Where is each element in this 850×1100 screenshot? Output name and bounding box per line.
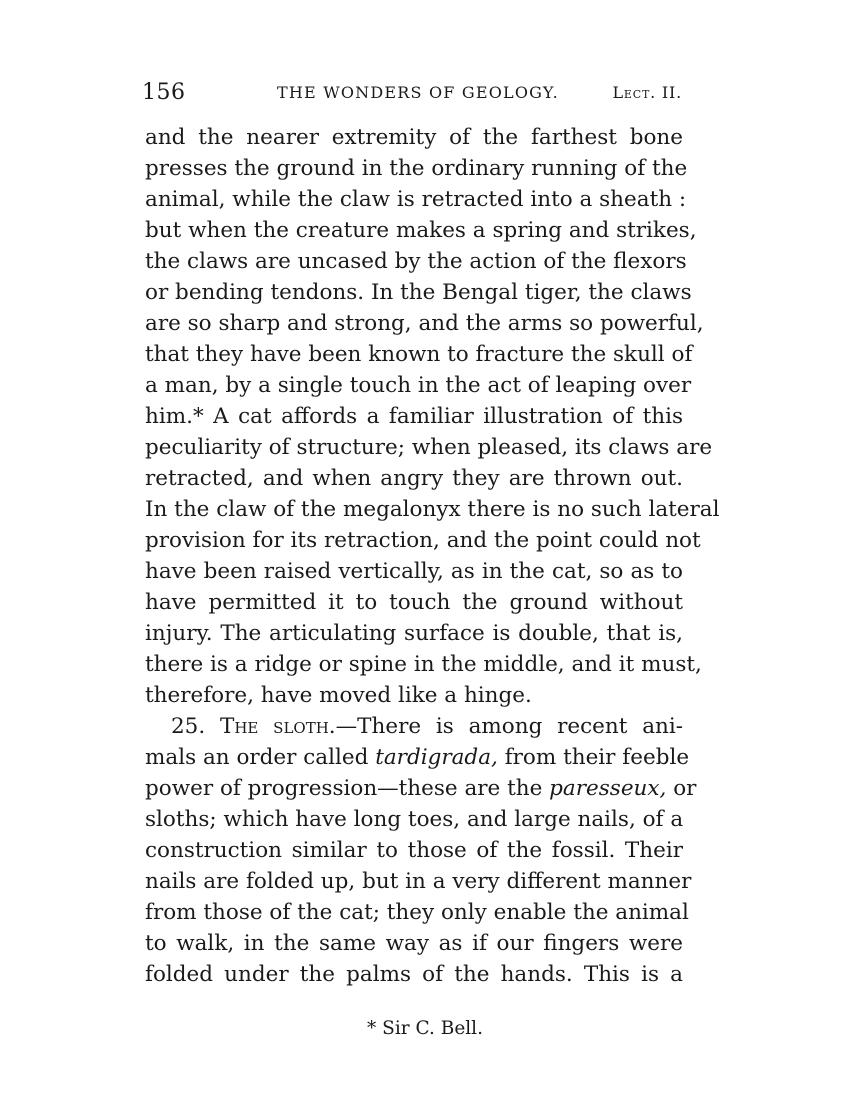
- text-line: [145, 742, 690, 773]
- text-line: the claws are uncased by the action of the flexors: [145, 249, 687, 274]
- body-text: [145, 122, 720, 990]
- running-header: [142, 80, 682, 110]
- text-segment: power of progression—these are the: [145, 776, 550, 801]
- text-segment: or: [666, 776, 697, 801]
- text-line: have permitted it to touch the ground without: [145, 590, 683, 615]
- text-line: peculiarity of structure; when pleased, its claws are: [145, 435, 713, 460]
- em-dash: —: [335, 714, 358, 739]
- text-line: but when the creature makes a spring and strikes,: [145, 218, 697, 243]
- lecture-mark: [612, 83, 682, 102]
- section-first-line: [145, 711, 683, 742]
- text-line: [145, 773, 697, 804]
- text-line: folded under the palms of the hands. This is a: [145, 962, 683, 987]
- text-line: retracted, and when angry they are thrown out.: [145, 466, 683, 491]
- running-title: THE WONDERS OF GEOLOGY.: [277, 83, 559, 102]
- text-line: or bending tendons. In the Bengal tiger, the claws: [145, 280, 692, 305]
- text-line: construction similar to those of the fossil. Their: [145, 838, 683, 863]
- text-line: that they have been known to fracture the skull of: [145, 342, 693, 367]
- text-line: him.* A cat affords a familiar illustration of this: [145, 404, 683, 429]
- text-line: provision for its retraction, and the point could not: [145, 528, 701, 553]
- page-number: 156: [142, 80, 186, 105]
- text-line: animal, while the claw is retracted into a sheath :: [145, 187, 687, 212]
- section-heading: The sloth.: [220, 714, 336, 739]
- text-segment: from their feeble: [497, 745, 690, 770]
- term-paresseux: paresseux,: [549, 776, 667, 801]
- text-line: and the nearer extremity of the farthest bone: [145, 125, 683, 150]
- term-tardigrada: tardigrada,: [375, 745, 498, 770]
- text-line: injury. The articulating surface is double, that is,: [145, 621, 683, 646]
- text-line: from those of the cat; they only enable the animal: [145, 900, 689, 925]
- text-line: a man, by a single touch in the act of leaping over: [145, 373, 692, 398]
- lecture-number: II.: [661, 83, 682, 102]
- text-line: to walk, in the same way as if our fingers were: [145, 931, 683, 956]
- footnote: * Sir C. Bell.: [367, 1018, 483, 1039]
- text-line: there is a ridge or spine in the middle, and it must,: [145, 652, 702, 677]
- lecture-prefix: Lect.: [612, 83, 656, 102]
- text-line: have been raised vertically, as in the cat, so as to: [145, 559, 683, 584]
- text-segment: mals an order called: [145, 745, 376, 770]
- text-line: therefore, have moved like a hinge.: [145, 683, 532, 708]
- section-number: 25.: [171, 714, 206, 739]
- text-line: nails are folded up, but in a very different manner: [145, 869, 692, 894]
- section-text: There is among recent ani-: [357, 714, 683, 739]
- text-line: are so sharp and strong, and the arms so powerful,: [145, 311, 704, 336]
- text-line: presses the ground in the ordinary running of the: [145, 156, 688, 181]
- text-line: In the claw of the megalonyx there is no such lateral: [145, 497, 720, 522]
- text-line: sloths; which have long toes, and large nails, of a: [145, 807, 684, 832]
